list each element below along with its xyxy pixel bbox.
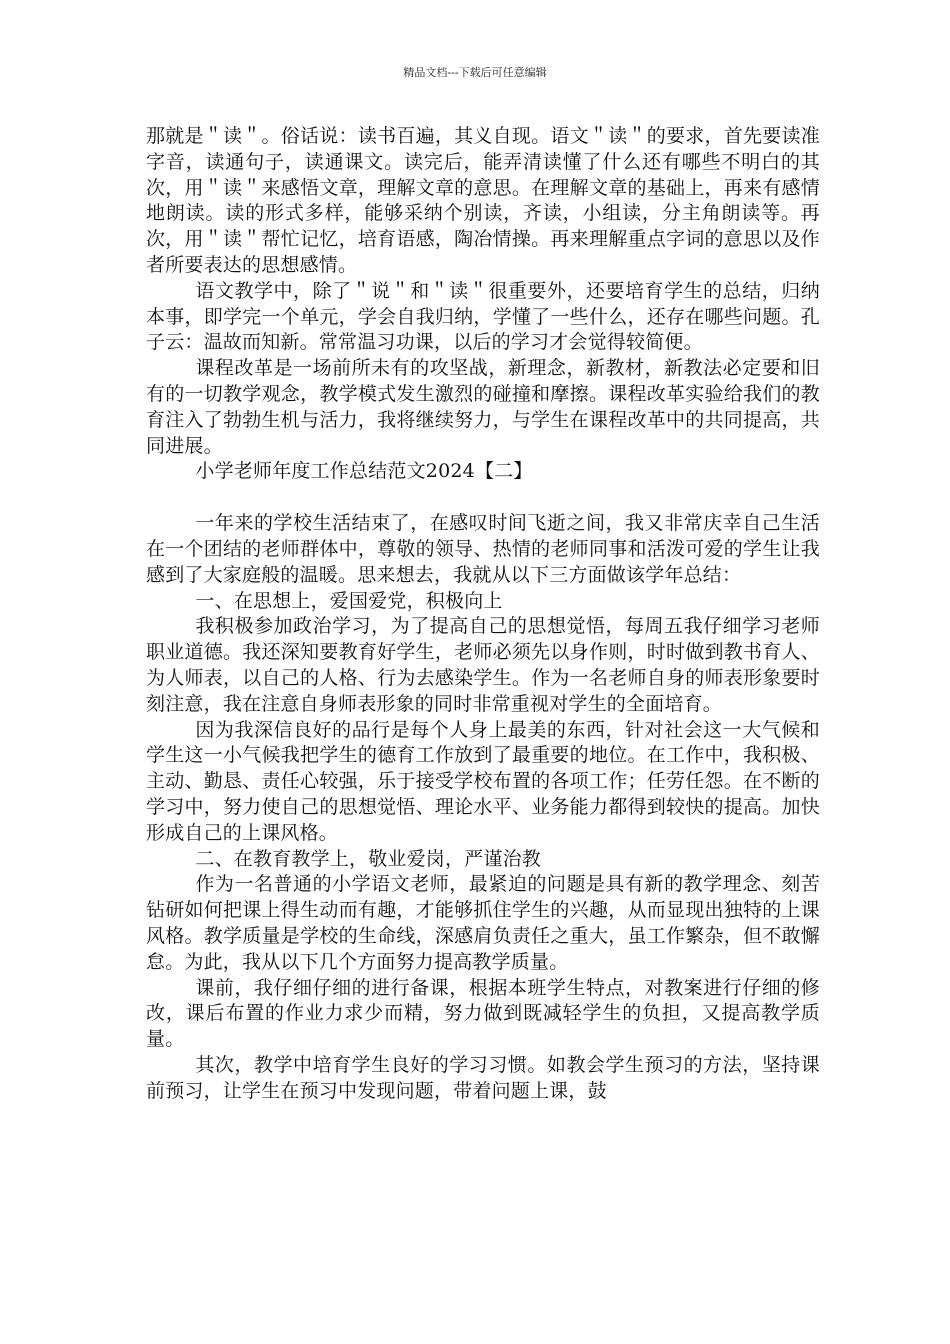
paragraph: 其次，教学中培育学生良好的学习习惯。如教会学生预习的方法，坚持课前预习，让学生在预习中发现问题，带着问题上课，鼓 xyxy=(146,1053,820,1102)
paragraph: 我积极参加政治学习，为了提高自己的思想觉悟，每周五我仔细学习老师职业道德。我还深知要教育好学生，老师必须先以身作则，时时做到教书育人、为人师表，以自己的人格、行为去感染学生。作为一名老师自身的师表形象要时刻注意，我在注意自身师表形象的同时非常重视对学生的全面培育。 xyxy=(146,615,820,715)
section-heading: 一、在思想上，爱国爱党，积极向上 xyxy=(195,589,503,612)
paragraph: 课前，我仔细仔细的进行备课，根据本班学生特点，对教案进行仔细的修改，课后布置的作业力求少而精，努力做到既减轻学生的负担，又提高教学质量。 xyxy=(146,976,820,1051)
paragraph: 作为一名普通的小学语文老师，最紧迫的问题是具有新的教学理念、刻苦钻研如何把课上得生动而有趣，才能够抓住学生的兴趣，从而显现出独特的上课风格。教学质量是学校的生命线，深感肩负责任之重大，虽工作繁杂，但不敢懈怠。为此，我从以下几个方面努力提高教学质量。 xyxy=(146,873,820,973)
document-body xyxy=(146,124,820,1104)
paragraph: 语文教学中，除了＂说＂和＂读＂很重要外，还要培育学生的总结，归纳本事，即学完一个单元，学会自我归纳，学懂了一些什么，还存在哪些问题。孔子云：温故而知新。常常温习功课，以后的学习才会觉得较简便。 xyxy=(146,279,820,354)
paragraph: 因为我深信良好的品行是每个人身上最美的东西，针对社会这一大气候和学生这一小气候我把学生的德育工作放到了最重要的地位。在工作中，我积极、主动、勤恳、责任心较强，乐于接受学校布置的各项工作；任劳任怨。在不断的学习中，努力使自己的思想觉悟、理论水平、业务能力都得到较快的提高。加快形成自己的上课风格。 xyxy=(146,718,820,844)
paragraph: 一年来的学校生活结束了，在感叹时间飞逝之间，我又非常庆幸自己生活在一个团结的老师群体中，尊敬的领导、热情的老师同事和活泼可爱的学生让我感到了大家庭般的温暖。思来想去，我就从以下三方面做该学年总结： xyxy=(146,512,820,586)
section-heading: 二、在教育教学上，敬业爱岗，严谨治教 xyxy=(195,847,541,870)
page-header: 精品文档---下载后可任意编辑 xyxy=(403,66,547,79)
paragraph: 那就是＂读＂。俗话说：读书百遍，其义自现。语文＂读＂的要求，首先要读准字音，读通句子，读通课文。读完后，能弄清读懂了什么还有哪些不明白的其次，用＂读＂来感悟文章，理解文章的意思。在理解文章的基础上，再来有感情地朗读。读的形式多样，能够采纳个别读，齐读，小组读，分主角朗读等。再次，用＂读＂帮忙记忆，培育语感，陶冶情操。再来理解重点字词的意思以及作者所要表达的思想感情。 xyxy=(146,125,820,276)
paragraph: 课程改革是一场前所未有的攻坚战，新理念，新教材，新教法必定要和旧有的一切教学观念，教学模式发生激烈的碰撞和摩擦。课程改革实验给我们的教育注入了勃勃生机与活力，我将继续努力，与学生在课程改革中的共同提高，共同进展。 xyxy=(146,357,820,457)
section-title: 小学老师年度工作总结范文2024【二】 xyxy=(195,460,533,483)
